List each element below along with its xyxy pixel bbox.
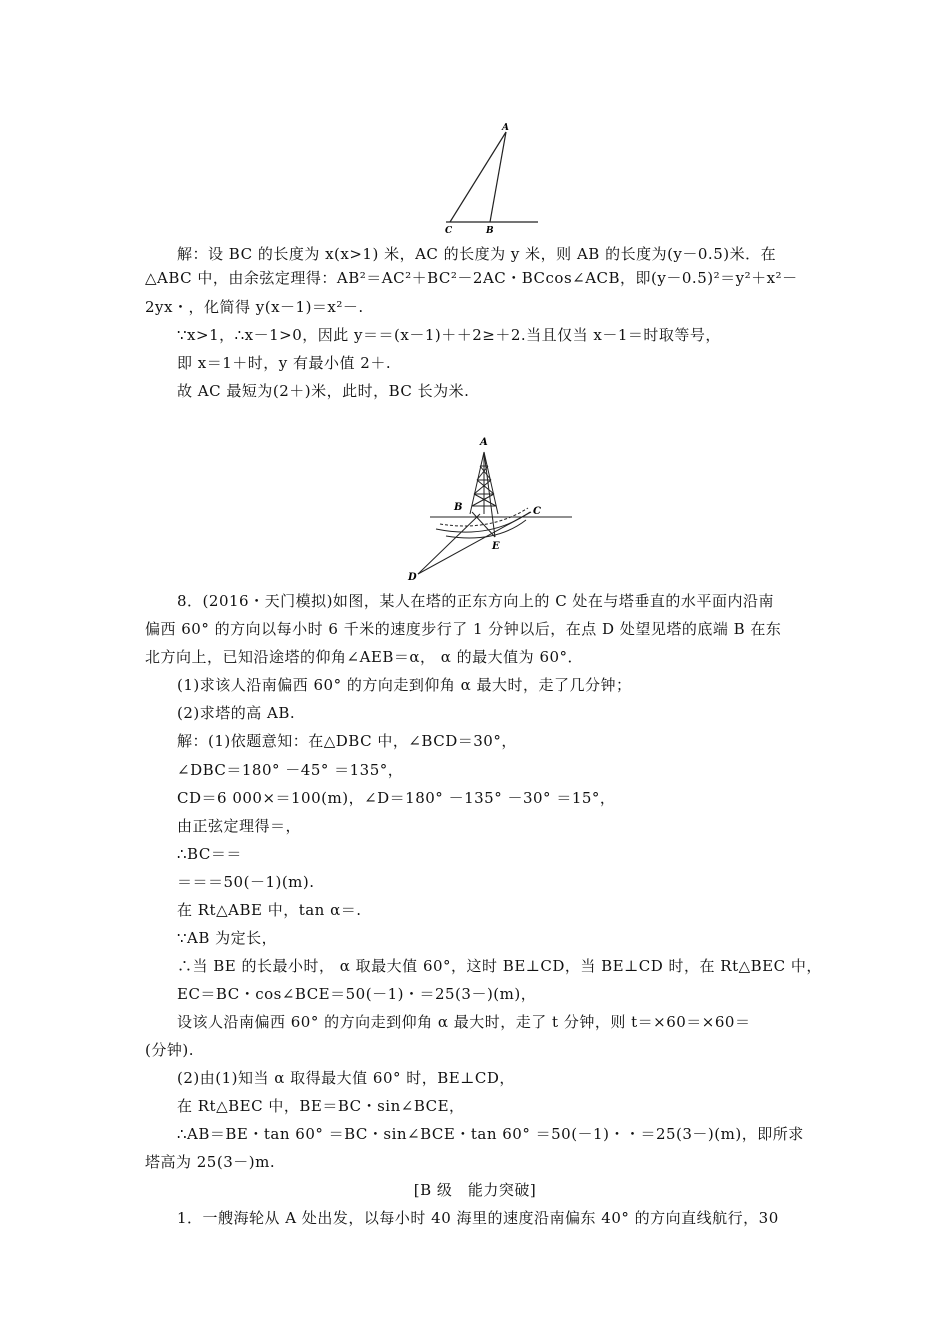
solution-line: 设该人沿南偏西 60° 的方向走到仰角 α 最大时，走了 t 分钟，则 t＝×60＝×60＝ (177, 1013, 751, 1031)
solution-line: 塔高为 25(3－)m. (145, 1153, 276, 1171)
label-c: C (533, 506, 541, 517)
problem-line: 8．(2016・天门模拟)如图，某人在塔的正东方向上的 C 处在与塔垂直的水平面内沿南 (177, 592, 774, 610)
solution-line: ∵AB 为定长， (177, 929, 278, 947)
text-line: 故 AC 最短为(2＋)米，此时，BC 长为米. (177, 382, 470, 400)
solution-line: 在 Rt△BEC 中，BE＝BC・sin∠BCE， (177, 1097, 465, 1115)
text-line: 2yx・，化简得 y(x－1)＝x²－. (145, 298, 364, 316)
solution-line: (2)由(1)知当 α 取得最大值 60° 时，BE⊥CD， (177, 1069, 515, 1087)
text-line: 解：设 BC 的长度为 x(x>1) 米，AC 的长度为 y 米，则 AB 的长度为(y－0.5)米．在 (177, 245, 777, 263)
solution-line: ∠DBC＝180° －45° ＝135°， (177, 761, 404, 779)
section-heading: [B 级 能力突破] (413, 1181, 537, 1199)
label-a: A (480, 437, 488, 448)
label-c: C (445, 226, 453, 236)
label-e: E (492, 541, 500, 552)
problem-line: (1)求该人沿南偏西 60° 的方向走到仰角 α 最大时，走了几分钟； (177, 676, 632, 694)
text-line: ∵x>1，∴x－1>0，因此 y＝＝(x－1)＋＋2≥＋2.当且仅当 x－1＝时取等号， (177, 326, 721, 344)
label-b: B (454, 502, 463, 513)
problem-line: 偏西 60° 的方向以每小时 6 千米的速度步行了 1 分钟以后，在点 D 处望见塔的底端 B 在东 (145, 620, 782, 638)
solution-line: ∴AB＝BE・tan 60° ＝BC・sin∠BCE・tan 60° ＝50(－1)・・＝25(3－)(m)，即所求 (177, 1125, 804, 1143)
tower-figure (400, 432, 580, 582)
solution-line: CD＝6 000×＝100(m)，∠D＝180° －135° －30° ＝15°， (177, 789, 616, 807)
solution-line: (分钟). (145, 1041, 194, 1059)
triangle-abc-figure (440, 118, 550, 236)
label-b: B (486, 226, 494, 236)
solution-line: ＝＝＝50(－1)(m). (177, 873, 315, 891)
problem-line: 1．一艘海轮从 A 处出发，以每小时 40 海里的速度沿南偏东 40° 的方向直线航行，30 (177, 1209, 779, 1227)
solution-line: ∴当 BE 的长最小时， α 取最大值 60°，这时 BE⊥CD，当 BE⊥CD 时，在 Rt△BEC 中， (177, 957, 822, 975)
label-d: D (408, 572, 417, 582)
label-a: A (502, 123, 509, 133)
solution-line: ∴BC＝＝ (177, 845, 242, 863)
solution-line: EC＝BC・cos∠BCE＝50(－1)・＝25(3－)(m)， (177, 985, 537, 1003)
text-line: 即 x＝1＋时，y 有最小值 2＋. (177, 354, 392, 372)
problem-line: (2)求塔的高 AB. (177, 704, 296, 722)
solution-line: 在 Rt△ABE 中，tan α＝. (177, 901, 362, 919)
problem-line: 北方向上，已知沿途塔的仰角∠AEB＝α， α 的最大值为 60°． (145, 648, 584, 666)
solution-line: 解：(1)依题意知：在△DBC 中，∠BCD＝30°， (177, 732, 517, 750)
solution-line: 由正弦定理得＝， (177, 817, 302, 835)
text-line: △ABC 中，由余弦定理得：AB²＝AC²＋BC²－2AC・BCcos∠ACB，即(y－0.5)²＝y²＋x²－ (145, 269, 798, 287)
